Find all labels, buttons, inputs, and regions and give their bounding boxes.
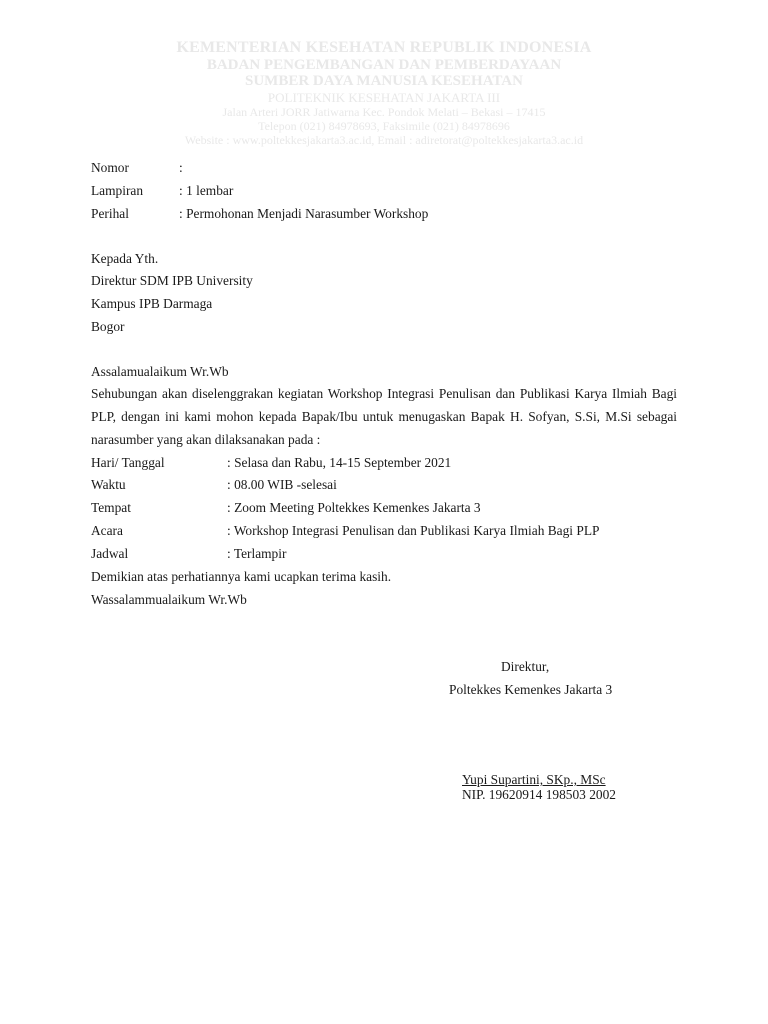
recipient-name: Direktur SDM IPB University bbox=[91, 273, 253, 288]
detail-value: : Zoom Meeting Poltekkes Kemenkes Jakarta 3 bbox=[227, 500, 481, 515]
field-label: Perihal bbox=[91, 206, 129, 221]
detail-label: Jadwal bbox=[91, 546, 129, 561]
intro-paragraph: Sehubungan akan diselenggrakan kegiatan Workshop Integrasi Penulisan dan Publikasi Karya Ilmiah Bagi PLP, dengan ini kami mohon kepada Bapak/Ibu untuk menugaskan Bapak H. Sofyan, S.Si, M.Si sebagai narasumber yang akan dilaksanakan pada : bbox=[91, 386, 677, 447]
detail-value: : Selasa dan Rabu, 14-15 September 2021 bbox=[227, 455, 452, 470]
detail-label: Acara bbox=[91, 523, 123, 538]
greeting: Assalamualaikum Wr.Wb bbox=[91, 364, 229, 379]
signer-nip: NIP. 19620914 198503 2002 bbox=[462, 787, 616, 802]
recipient-address-1: Kampus IPB Darmaga bbox=[91, 296, 213, 311]
letterhead bbox=[0, 38, 768, 147]
farewell-text: Wassalammualaikum Wr.Wb bbox=[91, 592, 247, 607]
letterhead-agency-line1: BADAN PENGEMBANGAN DAN PEMBERDAYAAN bbox=[206, 57, 562, 73]
signer-name: Yupi Supartini, SKp., MSc bbox=[462, 772, 606, 787]
detail-label: Waktu bbox=[91, 477, 126, 492]
letterhead-phone: Telepon (021) 84978693, Faksimile (021) 84978696 bbox=[258, 119, 510, 133]
detail-label: Hari/ Tanggal bbox=[91, 455, 165, 470]
recipient-salutation: Kepada Yth. bbox=[91, 251, 159, 266]
detail-label: Tempat bbox=[91, 500, 131, 515]
field-label: Nomor bbox=[91, 160, 129, 175]
letterhead-institution: POLITEKNIK KESEHATAN JAKARTA III bbox=[267, 90, 501, 105]
detail-value: : Workshop Integrasi Penulisan dan Publikasi Karya Ilmiah Bagi PLP bbox=[227, 523, 600, 538]
signature-title: Direktur, bbox=[501, 659, 550, 674]
letterhead-address: Jalan Arteri JORR Jatiwarna Kec. Pondok Melati – Bekasi – 17415 bbox=[222, 105, 546, 119]
letterhead-agency-line2: SUMBER DAYA MANUSIA KESEHATAN bbox=[245, 73, 523, 89]
closing-text: Demikian atas perhatiannya kami ucapkan terima kasih. bbox=[91, 569, 392, 584]
letterhead-ministry: KEMENTERIAN KESEHATAN REPUBLIK INDONESIA bbox=[176, 39, 592, 56]
field-value: : Permohonan Menjadi Narasumber Workshop bbox=[179, 206, 429, 221]
signature-institution: Poltekkes Kemenkes Jakarta 3 bbox=[449, 682, 613, 697]
recipient-address-2: Bogor bbox=[91, 319, 125, 334]
field-value: : 1 lembar bbox=[179, 183, 234, 198]
field-value: : bbox=[179, 160, 183, 175]
field-label: Lampiran bbox=[91, 183, 144, 198]
detail-value: : Terlampir bbox=[227, 546, 287, 561]
detail-value: : 08.00 WIB -selesai bbox=[227, 477, 337, 492]
letterhead-contact: Website : www.poltekkesjakarta3.ac.id, Email : adiretorat@poltekkesjakarta3.ac.id bbox=[184, 133, 584, 147]
